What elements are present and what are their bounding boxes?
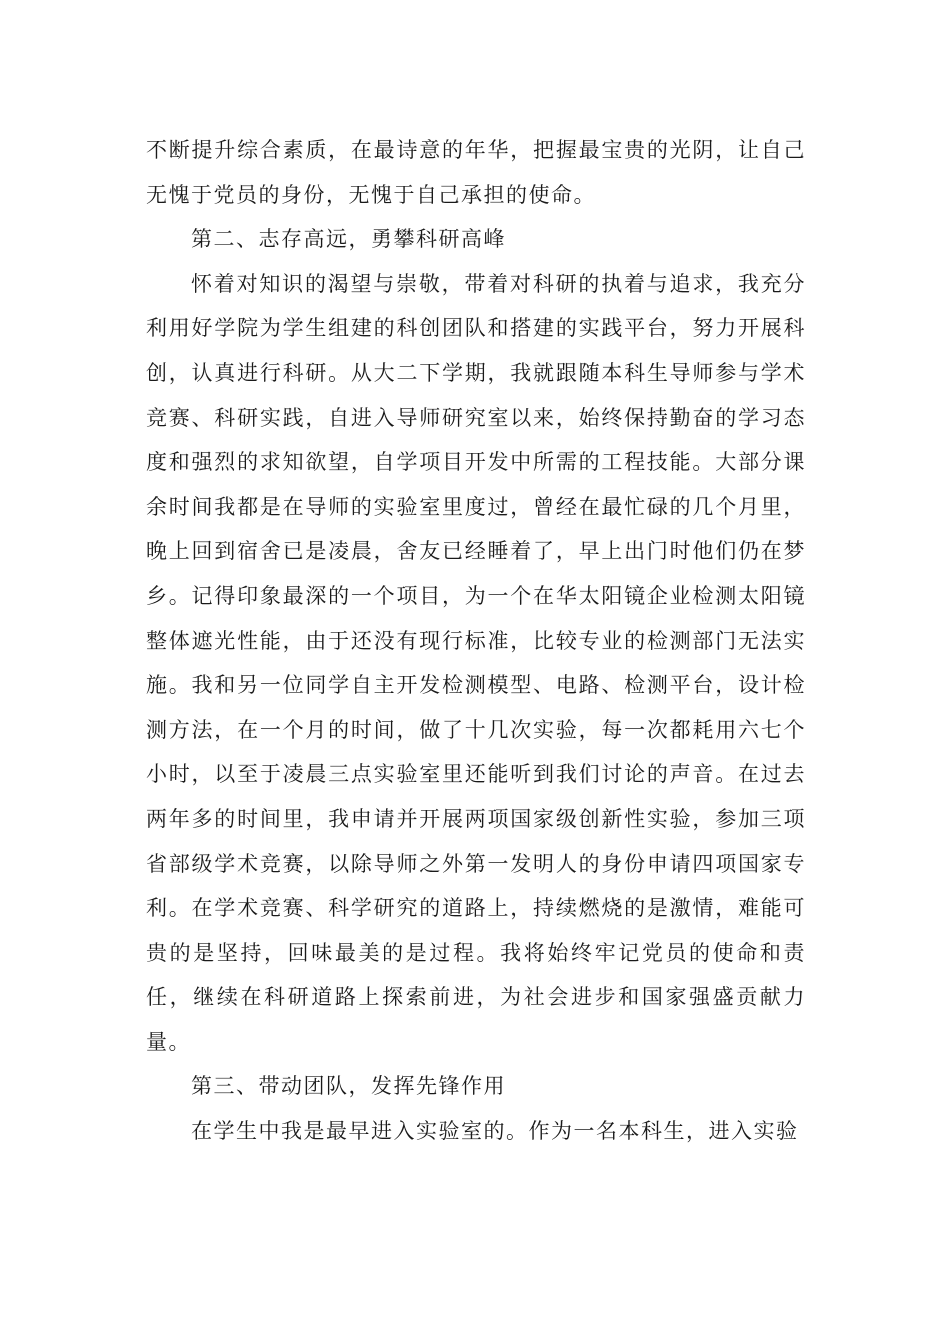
section-heading-2: 第二、志存高远，勇攀科研高峰: [191, 227, 506, 252]
paragraph-team: 在学生中我是最早进入实验室的。作为一名本科生，进入实验: [191, 1119, 799, 1144]
document-body: [146, 128, 806, 1154]
section-heading-3: 第三、带动团队，发挥先锋作用: [191, 1074, 506, 1099]
paragraph-research: 怀着对知识的渴望与崇敬，带着对科研的执着与追求，我充分利用好学院为学生组建的科创团队和搭建的实践平台，努力开展科创，认真进行科研。从大二下学期，我就跟随本科生导师参与学术竞赛、科研实践，自进入导师研究室以来，始终保持勤奋的学习态度和强烈的求知欲望，自学项目开发中所需的工程技能。大部分课余时间我都是在导师的实验室里度过，曾经在最忙碌的几个月里，晚上回到宿舍已是凌晨，舍友已经睡着了，早上出门时他们仍在梦乡。记得印象最深的一个项目，为一个在华太阳镜企业检测太阳镜整体遮光性能，由于还没有现行标准，比较专业的检测部门无法实施。我和另一位同学自主开发检测模型、电路、检测平台，设计检测方法，在一个月的时间，做了十几次实验，每一次都耗用六七个小时，以至于凌晨三点实验室里还能听到我们讨论的声音。在过去两年多的时间里，我申请并开展两项国家级创新性实验，参加三项省部级学术竞赛，以除导师之外第一发明人的身份申请四项国家专利。在学术竞赛、科学研究的道路上，持续燃烧的是激情，难能可贵的是坚持，回味最美的是过程。我将始终牢记党员的使命和责任，继续在科研道路上探索前进，为社会进步和国家强盛贡献力量。: [146, 271, 806, 1054]
paragraph-continuation: 不断提升综合素质，在最诗意的年华，把握最宝贵的光阴，让自己无愧于党员的身份，无愧于自己承担的使命。: [146, 138, 806, 207]
